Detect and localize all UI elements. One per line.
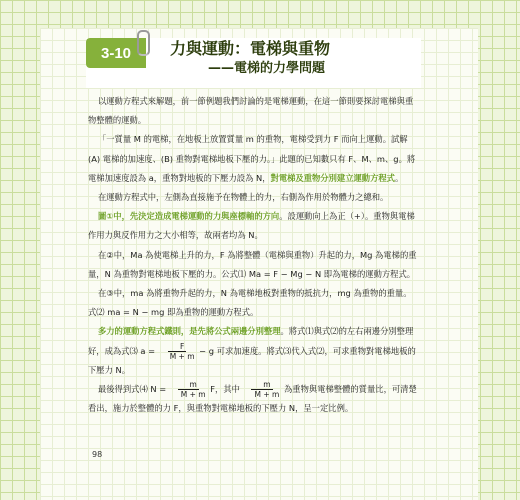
section-number-badge: 3-10 [86,38,146,68]
paragraph-6: 在③中，ma 為將重物升起的力，N 為電梯地板對重物的抵抗力，mg 為重物的重量。式⑵ ma = N − mg 即為重物的運動方程式。 [88,288,412,318]
paragraph-4-highlight: 先決定造成電梯運動的力與座標軸的方向 [129,211,280,222]
paragraph-8-text-c: 為重物與電梯整體的質量比，可清楚看出，施力於整體的力 F，與重物對電梯地板的下壓力 N，呈一定比例。 [88,384,417,414]
paragraph-2-end: 。 [394,172,404,183]
section-subtitle [208,60,368,78]
paragraph-2-highlight: 對電梯及重物分別建立運動方程式 [270,172,395,183]
fraction-1-denominator: M + m [169,351,195,361]
fraction-normal-force [171,380,206,399]
section-title: 力與運動：電梯與重物 [170,39,331,58]
paragraph-1: 以運動方程式來解題，前一節例題我們討論的是電梯運動，在這一節則要探討電梯與重物整體的運動。 [88,96,414,126]
paragraph-4-lead: 圖①中， [97,211,130,222]
paragraph-8-text-b: F，其中 [210,384,240,395]
paragraph-7-text-b: − g 可求加速度。將式⑶代入式⑵，可求重物對電梯地板的下壓力 N。 [88,345,416,375]
paragraph-8-text-a: 最後得到式⑷ N = [97,384,167,395]
subtitle-text: 電梯的力學問題 [234,61,326,76]
paragraph-4 [88,207,418,245]
fraction-acceleration [160,342,195,361]
paragraph-7 [88,322,418,380]
fraction-mass-ratio [245,380,280,399]
paragraph-7-highlight: 多力的運動方程式鐵則，是先將公式兩邊分別整理 [97,326,281,337]
fraction-2-denominator: M + m [180,390,206,400]
paragraph-4-text: 。設運動向上為正（+）。重物與電梯作用力與反作用力之大小相等，故兩者均為 N。 [88,211,415,241]
paragraph-7-text-a: 。將式⑴與式⑵的左右兩邊分別整理好，成為式⑶ a = [88,326,414,356]
paragraph-5: 在②中，Ma 為使電梯上升的力，F 為將整體（電梯與重物）升起的力，Mg 為電梯的重量，N 為重物對電梯地板下壓的力。公式⑴ Ma = F − Mg − N 即為電梯的運動方程式。 [88,249,417,279]
paperclip-icon [137,30,150,56]
paragraph-2 [88,130,418,188]
body-text [88,92,418,418]
fraction-2-numerator: m [178,380,199,390]
fraction-1-numerator: F [168,342,186,352]
paragraph-2-text: 「一質量 M 的電梯，在地板上放置質量 m 的重物，電梯受到力 F 而向上運動。試解 (A) 電梯的加速度、(B) 重物對電梯地板下壓的力。」此題的已知數只有 F、M、m、g。將電梯加速度設為 a，重物對地板的下壓力設為 N， [88,134,416,183]
fraction-3-numerator: m [251,380,272,390]
subtitle-dash: —— [208,61,234,76]
paragraph-8 [88,380,418,418]
paragraph-3: 在運動方程式中，左側為直接施予在物體上的力，右側為作用於物體力之總和。 [97,192,389,203]
fraction-3-denominator: M + m [254,390,280,400]
page-number: 98 [92,450,103,459]
